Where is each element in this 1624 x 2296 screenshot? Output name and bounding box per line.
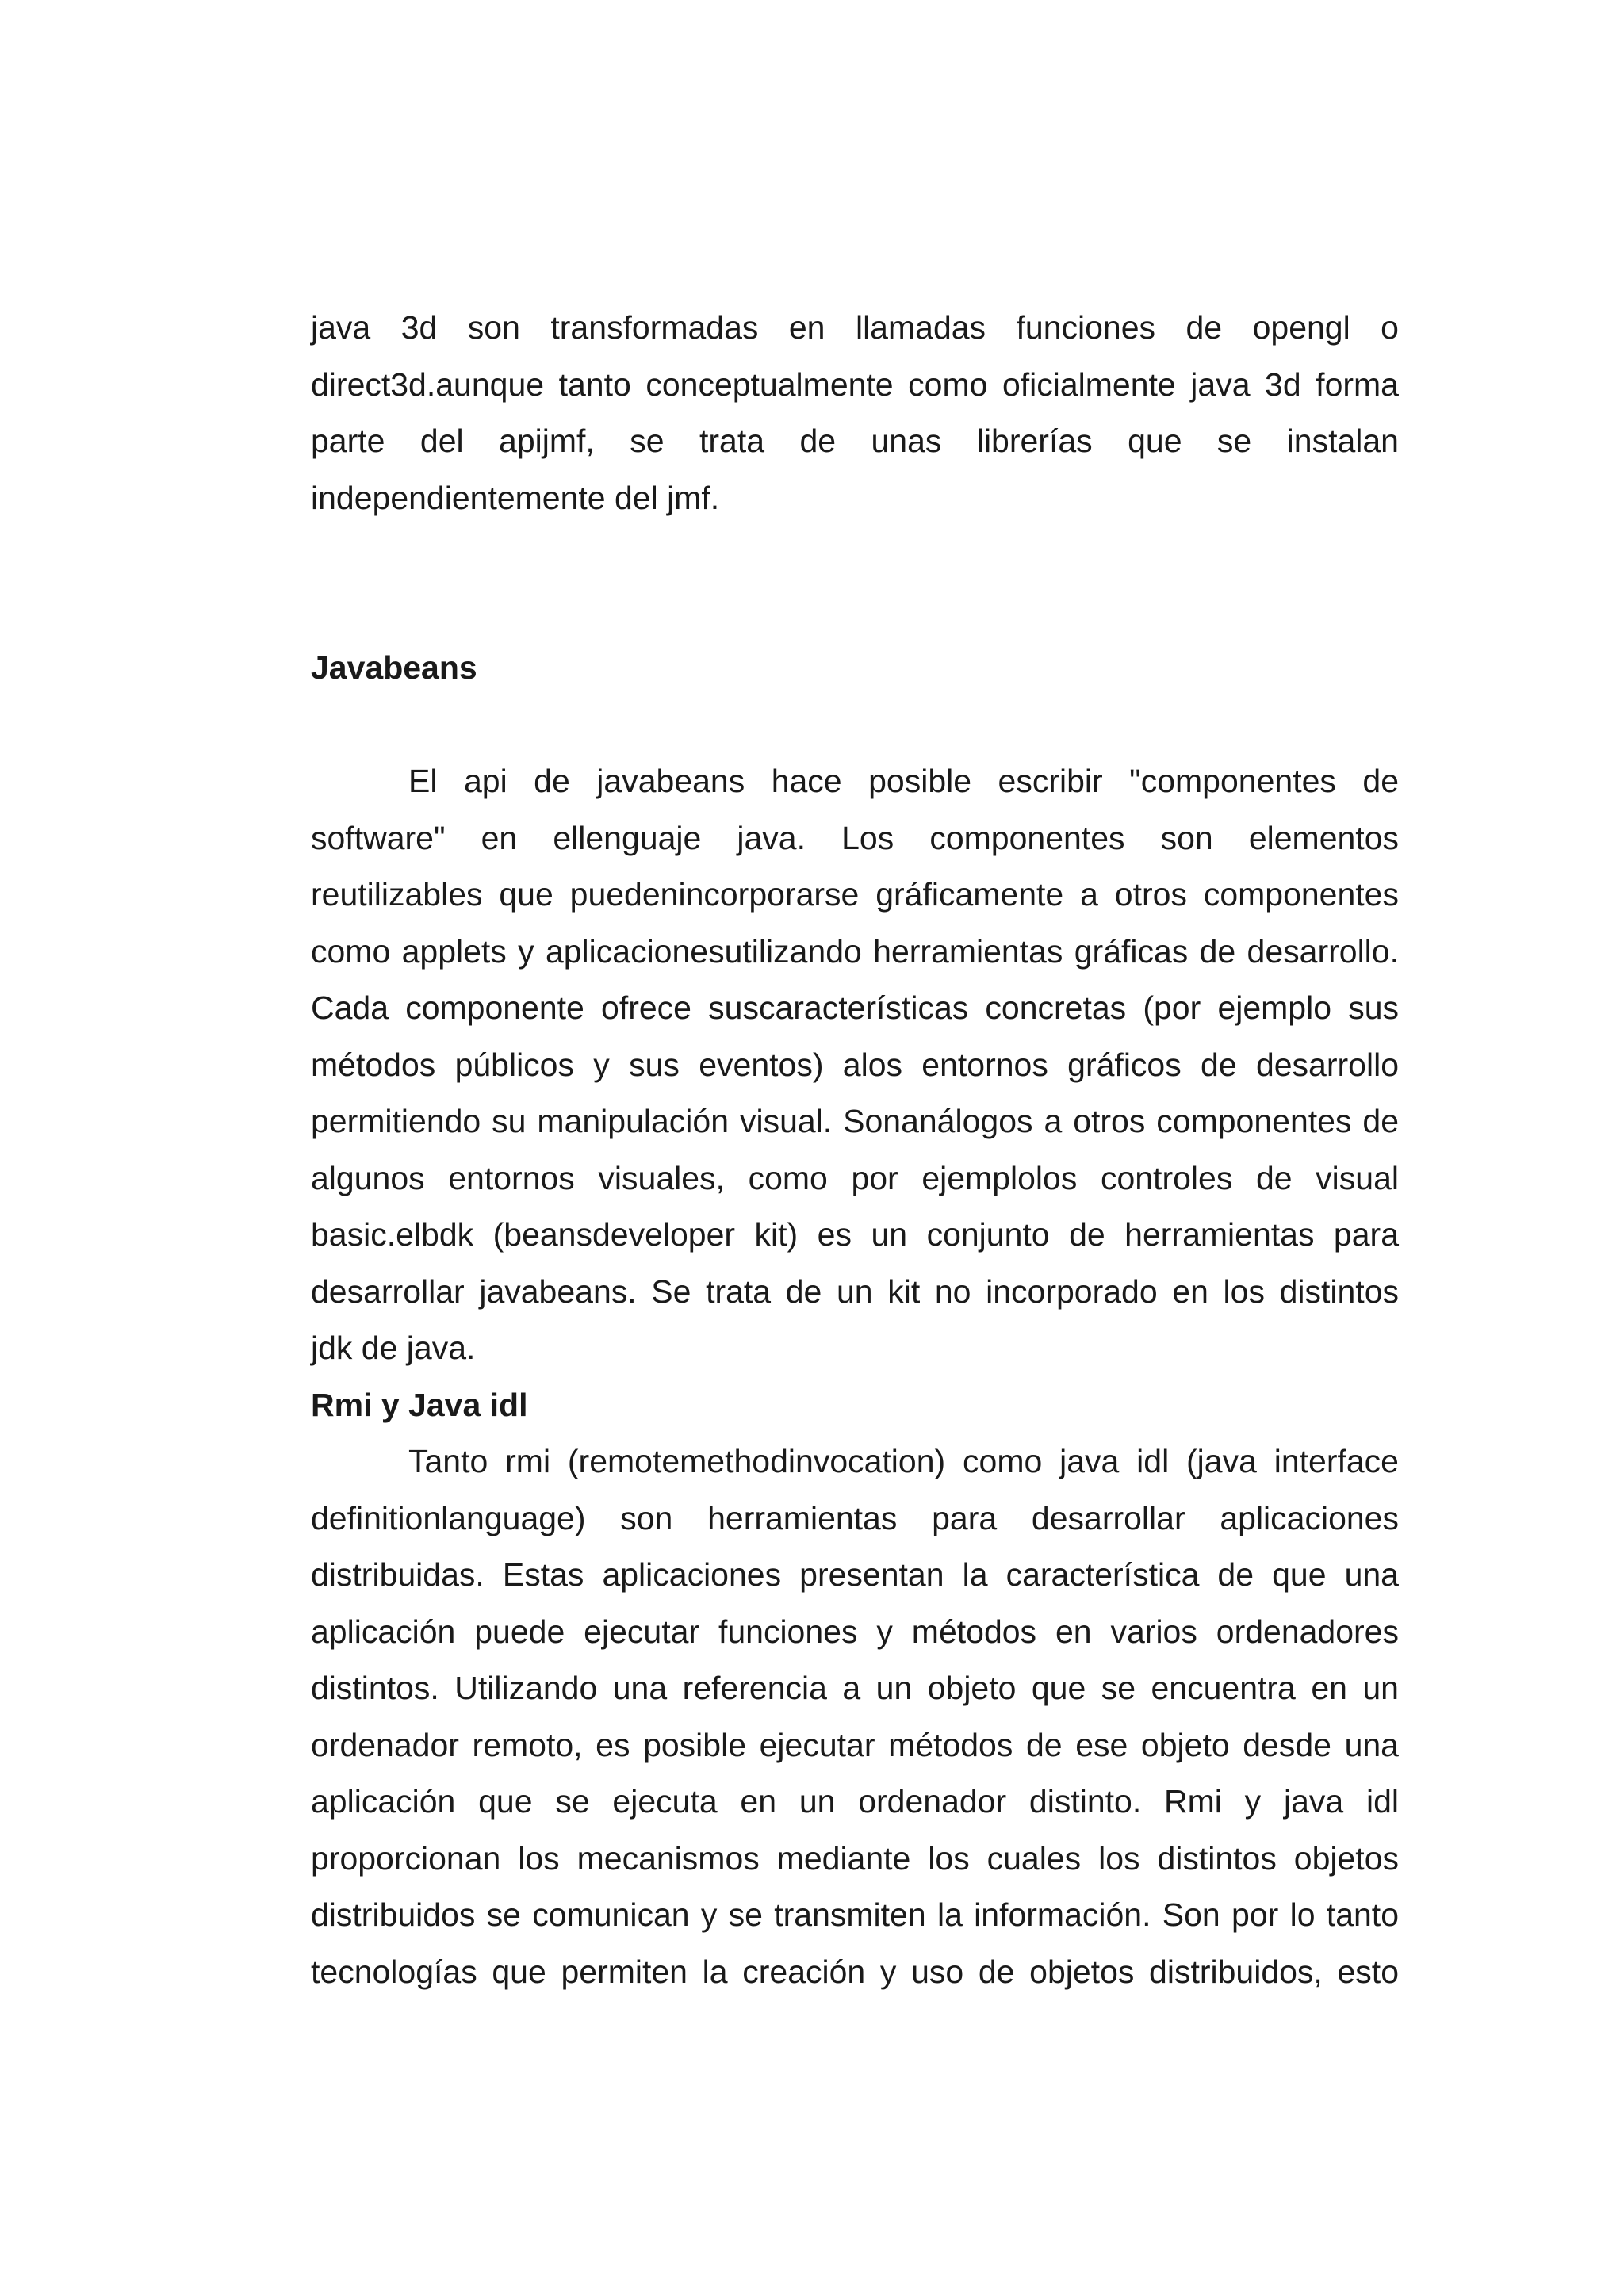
section-heading-javabeans: Javabeans [311, 649, 477, 686]
text-line: permitiendo su manipulación visual. Sonanálogos a otros componentes de [311, 1103, 1399, 1139]
document-body [311, 300, 1399, 2000]
text-line: distribuidos se comunican y se transmiten la información. Son por lo tanto [311, 1896, 1399, 1933]
text-line: distribuidas. Estas aplicaciones presentan la característica de que una [311, 1556, 1399, 1593]
text-line: jdk de java. [311, 1330, 476, 1366]
text-line: desarrollar javabeans. Se trata de un kit no incorporado en los distintos [311, 1272, 1399, 1310]
text-line: Tanto rmi (remotemethodinvocation) como java idl (java interface [408, 1443, 1399, 1479]
text-line: tecnologías que permiten la creación y uso de objetos distribuidos, esto [311, 1953, 1399, 1990]
text-line: aplicación puede ejecutar funciones y métodos en varios ordenadores [311, 1613, 1399, 1650]
text-line: algunos entornos visuales, como por ejemplolos controles de visual [311, 1159, 1399, 1196]
text-line: El api de javabeans hace posible escribir "componentes de [408, 763, 1399, 799]
text-line: ordenador remoto, es posible ejecutar métodos de ese objeto desde una [311, 1726, 1399, 1763]
text-line: definitionlanguage) son herramientas para desarrollar aplicaciones [311, 1499, 1399, 1536]
text-line: parte del apijmf, se trata de unas librerías que se instalan [311, 423, 1399, 459]
text-line: distintos. Utilizando una referencia a un objeto que se encuentra en un [311, 1670, 1399, 1706]
section-heading-rmi: Rmi y Java idl [311, 1386, 528, 1423]
text-line: software" en ellenguaje java. Los componentes son elementos [311, 819, 1399, 856]
text-line: proporcionan los mecanismos mediante los cuales los distintos objetos [311, 1839, 1399, 1877]
intro-paragraph [311, 300, 1399, 526]
text-line: reutilizables que puedenincorporarse gráficamente a otros componentes [311, 876, 1399, 913]
text-line: Cada componente ofrece suscaracterísticas concretas (por ejemplo sus [311, 989, 1399, 1026]
rmi-paragraph [311, 1433, 1399, 2000]
spacer [311, 526, 1399, 640]
text-line: basic.elbdk (beansdeveloper kit) es un conjunto de herramientas para [311, 1216, 1399, 1253]
spacer [311, 697, 1399, 754]
text-line: independientemente del jmf. [311, 479, 720, 516]
javabeans-paragraph [311, 753, 1399, 1377]
text-line: métodos públicos y sus eventos) alos entornos gráficos de desarrollo [311, 1046, 1399, 1083]
text-line: como applets y aplicacionesutilizando herramientas gráficas de desarrollo. [311, 932, 1399, 970]
text-line: direct3d.aunque tanto conceptualmente como oficialmente java 3d forma [311, 365, 1399, 403]
text-line: aplicación que se ejecuta en un ordenador distinto. Rmi y java idl [311, 1783, 1399, 1820]
text-line: java 3d son transformadas en llamadas funciones de opengl o [311, 309, 1399, 346]
